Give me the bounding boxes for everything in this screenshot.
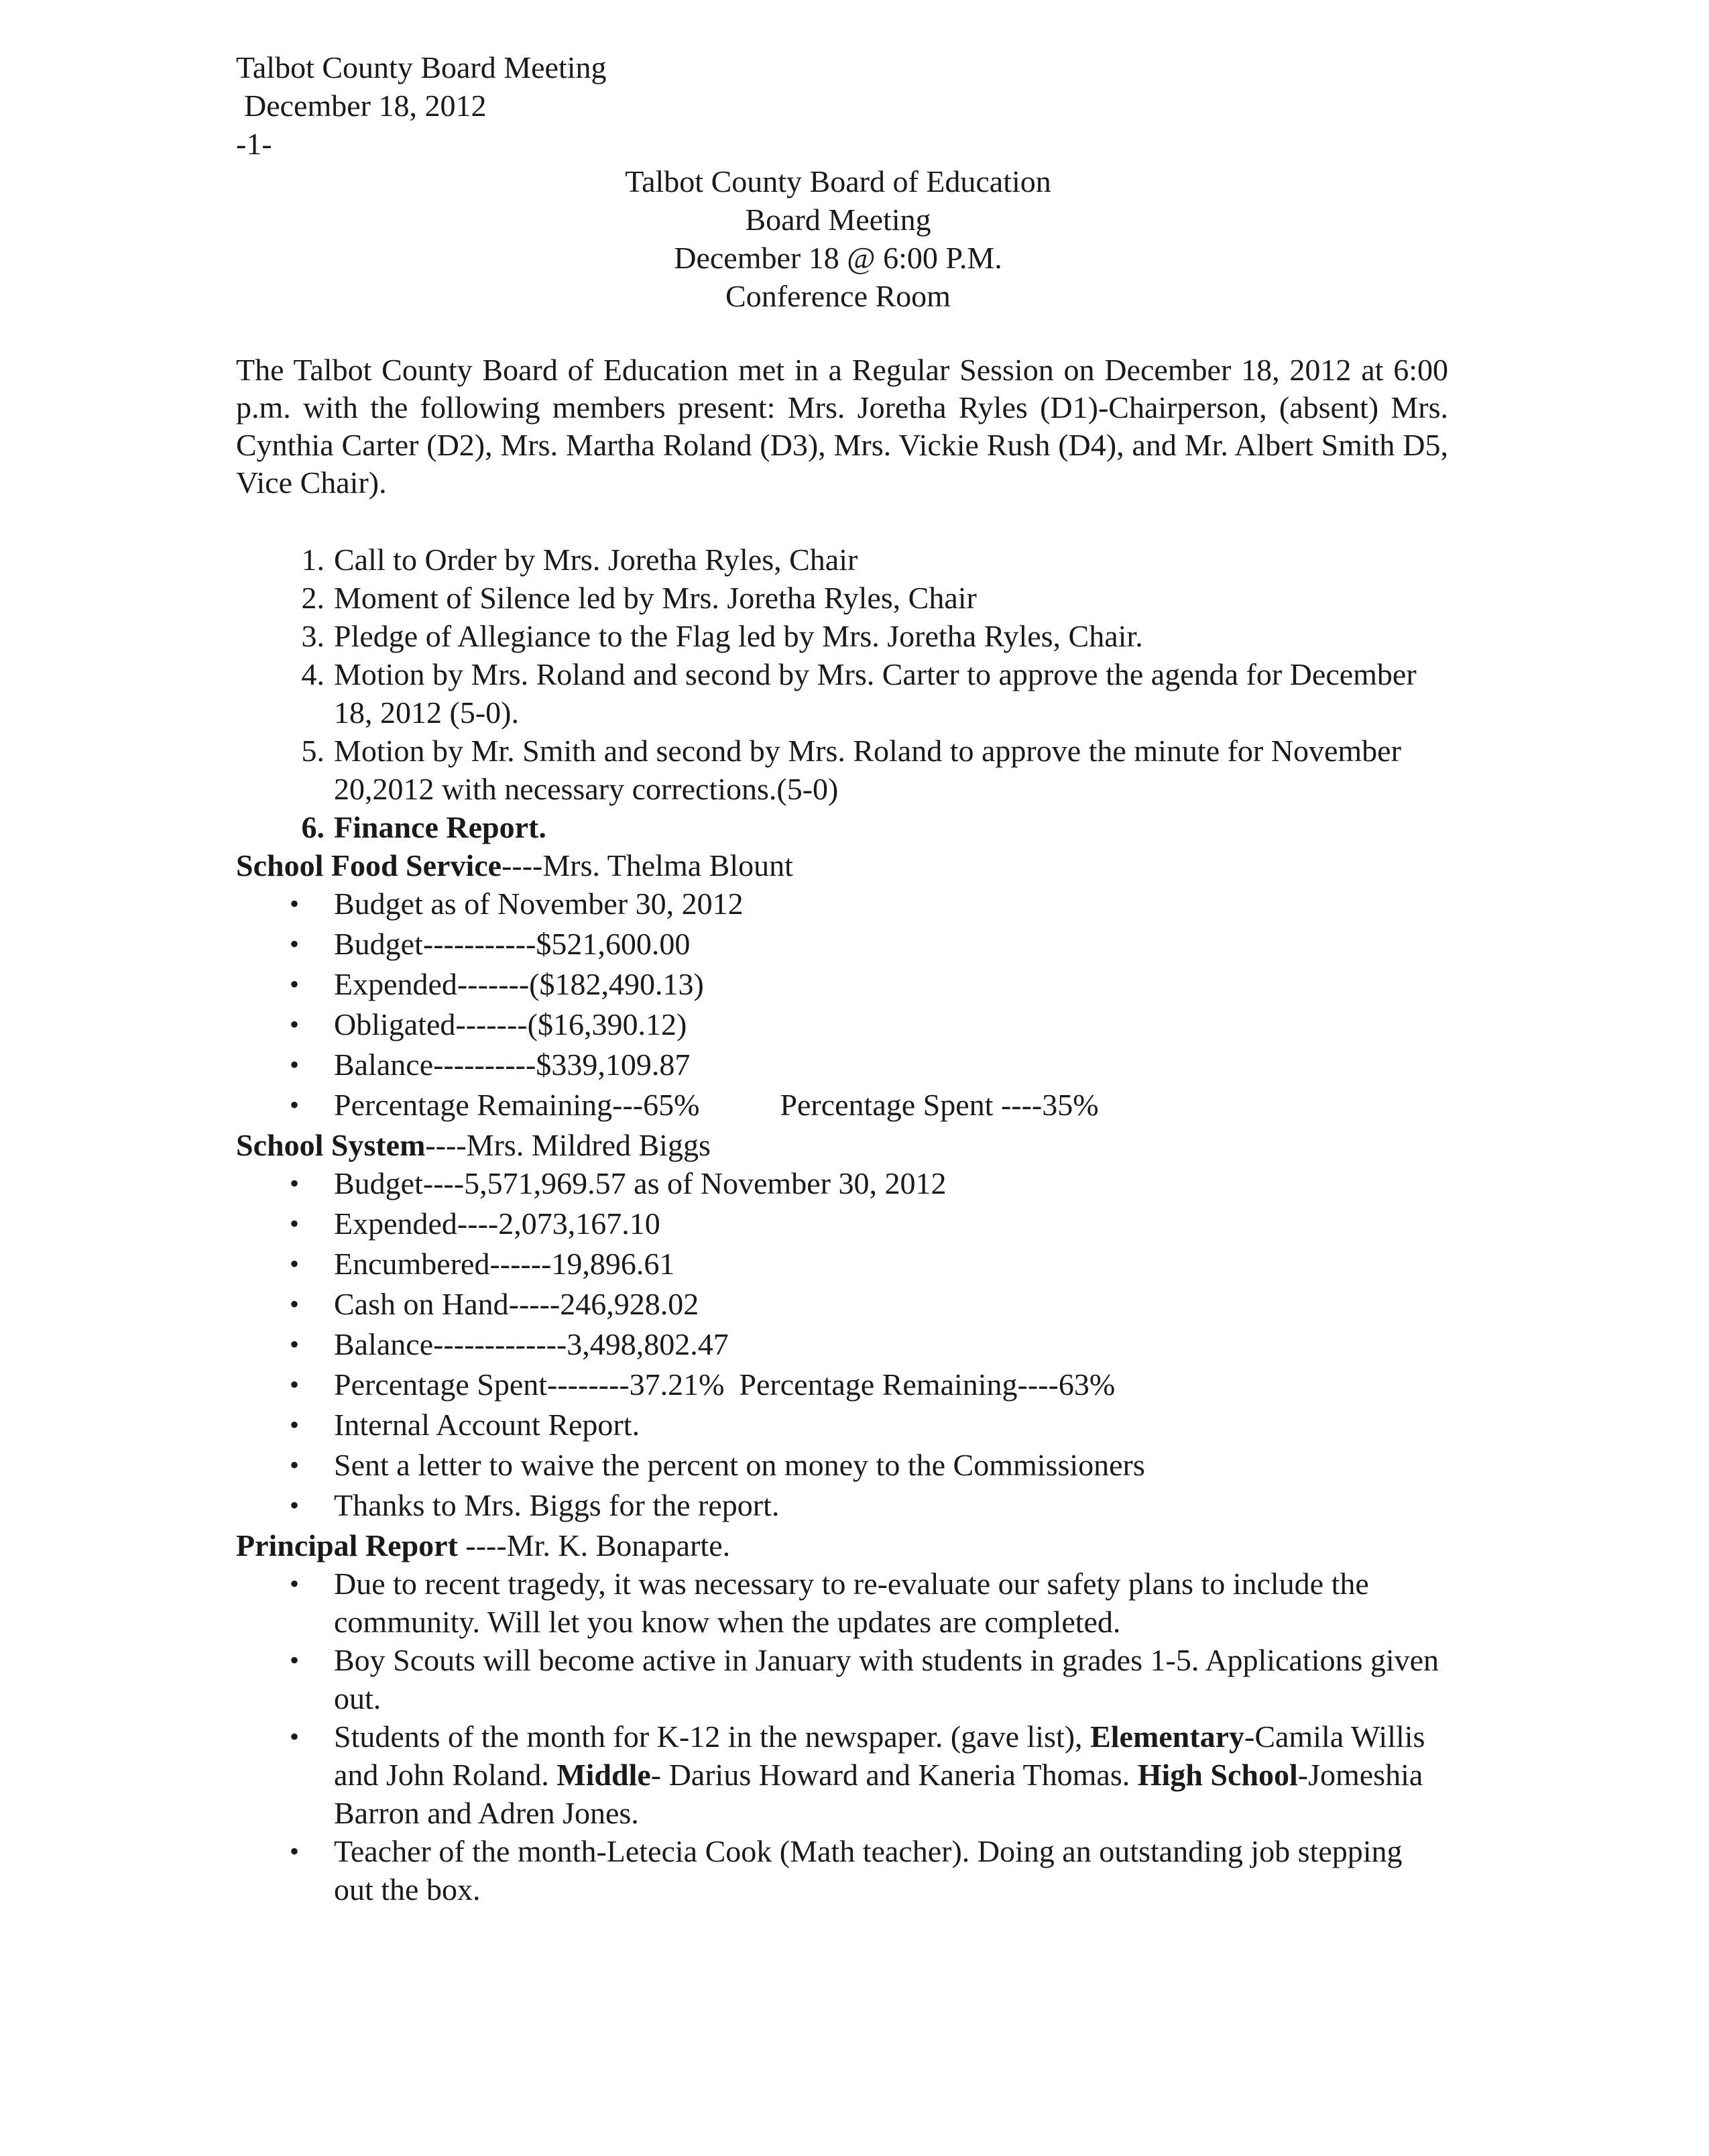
list-item-text: Cash on Hand-----246,928.02: [334, 1287, 699, 1321]
list-item-text: Internal Account Report.: [334, 1408, 640, 1442]
bullet-icon: •: [290, 1490, 300, 1520]
list-item-text: Teacher of the month-Letecia Cook (Math teacher). Doing an outstanding job stepping out the box.: [334, 1834, 1403, 1907]
meeting-title-block: [0, 162, 1676, 315]
list-item: [236, 1717, 1448, 1832]
list-item: [236, 925, 1448, 963]
list-item-text: Budget as of November 30, 2012: [334, 887, 744, 921]
bullet-icon: •: [290, 1410, 300, 1440]
pct-remaining: Percentage Remaining----63%: [739, 1367, 1116, 1402]
list-item-text: Obligated-------($16,390.12): [334, 1007, 687, 1041]
agenda-text: Finance Report.: [334, 810, 546, 844]
bullet-icon: •: [290, 1569, 300, 1599]
list-item: [236, 1164, 1448, 1202]
list-item: [236, 1565, 1448, 1641]
agenda-text: Moment of Silence led by Mrs. Joretha Ryles, Chair: [334, 581, 977, 615]
elementary-label: Elementary: [1090, 1719, 1244, 1754]
minutes-body: [236, 541, 1448, 1909]
middle-label: Middle: [556, 1758, 651, 1792]
bullet-icon: •: [290, 1208, 300, 1239]
list-item: [236, 1832, 1448, 1909]
bullet-icon: •: [290, 1836, 300, 1866]
agenda-number: 2.: [301, 581, 325, 615]
list-item: [236, 885, 1448, 923]
page-number: -1-: [236, 127, 272, 161]
bullet-icon: •: [290, 1329, 300, 1359]
list-item: [236, 1245, 1448, 1283]
principal-report-heading: [236, 1526, 1448, 1565]
bullet-icon: •: [290, 1090, 300, 1120]
school-system-heading: [236, 1126, 1448, 1164]
meeting-datetime: December 18 @ 6:00 P.M.: [674, 241, 1002, 275]
intro-paragraph: The Talbot County Board of Education met in a Regular Session on December 18, 2012 at 6:00 p.m. with the following members present: Mrs. Joretha Ryles (D1)-Chairperson, (absent) Mrs. Cynthia Carter (D2), Mrs. Martha Roland (D3), Mrs. Vickie Rush (D4), and Mr. Albert Smith D5, Vice Chair).: [236, 353, 1448, 500]
list-item: [236, 1446, 1448, 1484]
elementary-names: -Camila Willis and John Roland.: [334, 1719, 1425, 1792]
list-item-text: Budget----5,571,969.57 as of November 30, 2012: [334, 1166, 947, 1200]
section-presenter: ----Mrs. Thelma Blount: [502, 848, 793, 883]
list-item: [236, 1325, 1448, 1363]
list-item: [236, 1486, 1448, 1524]
list-item-text: Sent a letter to waive the percent on money to the Commissioners: [334, 1448, 1145, 1482]
list-item: [236, 1285, 1448, 1323]
agenda-item: [236, 655, 1448, 732]
list-item: [236, 1406, 1448, 1444]
list-item-text: Expended-------($182,490.13): [334, 967, 704, 1001]
pct-spent: Percentage Spent--------37.21%: [334, 1367, 725, 1402]
agenda-item-finance: [236, 808, 1448, 846]
list-item: [236, 965, 1448, 1003]
food-service-heading: [236, 846, 1448, 885]
agenda-text: Motion by Mrs. Roland and second by Mrs. Carter to approve the agenda for December 18, 2012 (5-0).: [334, 657, 1417, 730]
bullet-icon: •: [290, 1645, 300, 1675]
agenda-item: [236, 732, 1448, 808]
agenda-item: [236, 541, 1448, 579]
section-label: Principal Report: [236, 1528, 458, 1563]
bullet-icon: •: [290, 1721, 300, 1752]
list-item-text: Expended----2,073,167.10: [334, 1206, 660, 1241]
bullet-icon: •: [290, 969, 300, 999]
agenda-item: [236, 579, 1448, 617]
high-school-label: High School: [1137, 1758, 1298, 1792]
list-item-text: Students of the month for K-12 in the newspaper. (gave list),: [334, 1719, 1091, 1754]
high-school-names: -Jomeshia Barron and Adren Jones.: [334, 1758, 1423, 1830]
bullet-icon: •: [290, 1168, 300, 1198]
section-label: School System: [236, 1128, 426, 1162]
list-item-text: Encumbered------19,896.61: [334, 1247, 675, 1281]
pct-spent: Percentage Spent ----35%: [780, 1088, 1099, 1122]
agenda-text: Call to Order by Mrs. Joretha Ryles, Chair: [334, 543, 858, 577]
agenda-text: Pledge of Allegiance to the Flag led by Mrs. Joretha Ryles, Chair.: [334, 619, 1143, 653]
list-item: [236, 1641, 1448, 1717]
org-name: Talbot County Board of Education: [625, 164, 1051, 198]
meeting-location: Conference Room: [725, 279, 951, 313]
section-label: School Food Service: [236, 848, 502, 883]
food-service-list: [236, 885, 1448, 1124]
section-presenter: ----Mrs. Mildred Biggs: [425, 1128, 711, 1162]
list-item: [236, 1005, 1448, 1043]
agenda-number: 1.: [301, 543, 325, 577]
header-date: December 18, 2012: [244, 89, 487, 123]
list-item: [236, 1086, 1448, 1124]
bullet-icon: •: [290, 1049, 300, 1080]
agenda-number: 6.: [301, 810, 325, 844]
bullet-icon: •: [290, 1249, 300, 1279]
list-item-text: Due to recent tragedy, it was necessary to re-evaluate our safety plans to include the community. Will let you know when the updates are completed.: [334, 1567, 1369, 1639]
list-item: [236, 1204, 1448, 1243]
bullet-icon: •: [290, 1009, 300, 1039]
list-item: [236, 1045, 1448, 1084]
header-title: Talbot County Board Meeting: [236, 50, 607, 84]
agenda-text: Motion by Mr. Smith and second by Mrs. Roland to approve the minute for November 20,2012 with necessary corrections.(5-0): [334, 734, 1401, 806]
principal-report-list: [236, 1565, 1448, 1909]
list-item-text: Budget-----------$521,600.00: [334, 927, 691, 961]
middle-names: - Darius Howard and Kaneria Thomas.: [650, 1758, 1138, 1792]
agenda-number: 5.: [301, 734, 325, 768]
pct-remaining: Percentage Remaining---65%: [334, 1088, 700, 1122]
agenda-number: 4.: [301, 657, 325, 691]
list-item-text: Boy Scouts will become active in January with students in grades 1-5. Applications given out.: [334, 1643, 1439, 1715]
list-item-text: Balance----------$339,109.87: [334, 1047, 691, 1082]
school-system-list: [236, 1164, 1448, 1524]
agenda-item: [236, 617, 1448, 655]
list-item: [236, 1365, 1448, 1404]
agenda-number: 3.: [301, 619, 325, 653]
bullet-icon: •: [290, 1450, 300, 1480]
bullet-icon: •: [290, 1289, 300, 1319]
section-presenter: ----Mr. K. Bonaparte.: [457, 1528, 731, 1563]
bullet-icon: •: [290, 889, 300, 919]
bullet-icon: •: [290, 929, 300, 959]
list-item-text: Balance-------------3,498,802.47: [334, 1327, 729, 1361]
bullet-icon: •: [290, 1369, 300, 1400]
running-header: [236, 48, 607, 163]
list-item-text: Thanks to Mrs. Biggs for the report.: [334, 1488, 780, 1522]
meeting-name: Board Meeting: [745, 203, 931, 237]
